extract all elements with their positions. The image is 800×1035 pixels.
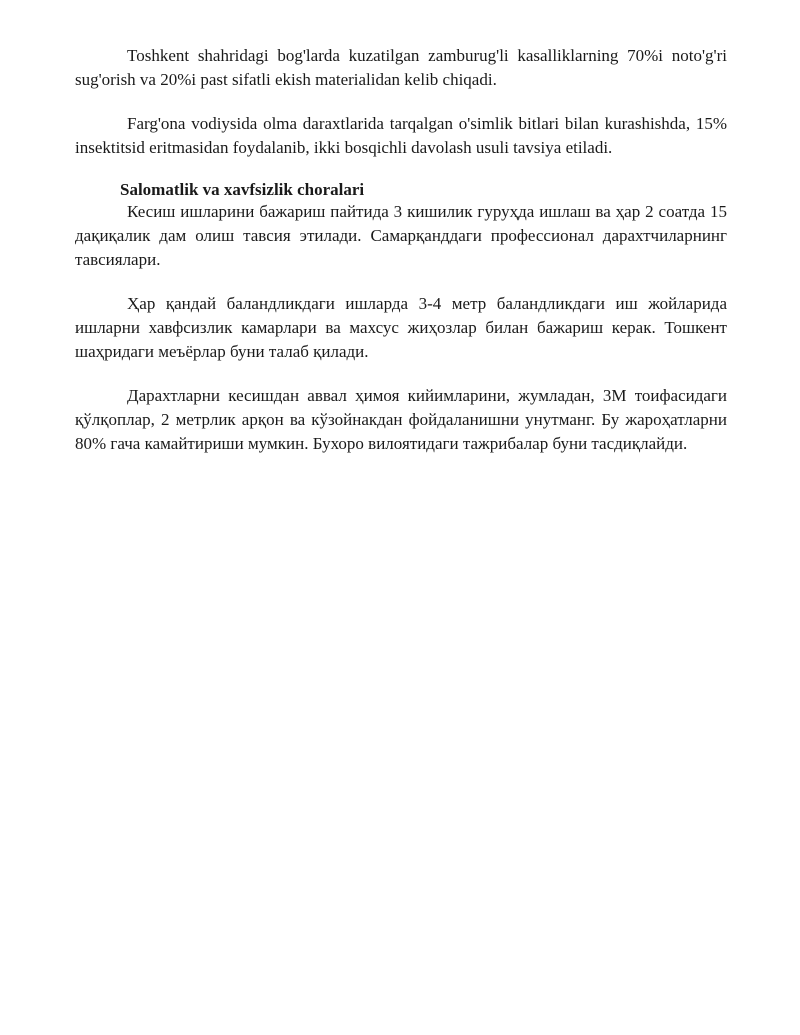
- paragraph-pruning-groups: Кесиш ишларини бажариш пайтида 3 кишилик гуруҳда ишлаш ва ҳар 2 соатда 15 дақиқалик дам олиш тавсия этилади. Самарқанддаги профессионал дарахтчиларнинг тавсиялари.: [75, 202, 727, 269]
- paragraph-protective-gear: Дарахтларни кесишдан аввал ҳимоя кийимларини, жумладан, 3M тоифасидаги қўлқоплар, 2 метрлик арқон ва кўзойнакдан фойдаланишни унутманг. Бу жароҳатларни 80% гача камайтириши мумкин. Бухоро вилоятидаги тажрибалар буни тасдиқлайди.: [75, 386, 727, 453]
- paragraph-height-safety: Ҳар қандай баландликдаги ишларда 3-4 метр баландликдаги иш жойларида ишларни хавфсизлик камарлари ва махсус жиҳозлар билан бажариш керак. Тошкент шаҳридаги меъёрлар буни талаб қилади.: [75, 294, 727, 361]
- document-page: [75, 44, 727, 476]
- paragraph-aphid-control: Farg'ona vodiysida olma daraxtlarida tarqalgan o'simlik bitlari bilan kurashishda, 15% insektitsid eritmasidan foydalanib, ikki bosqichli davolash usuli tavsiya etiladi.: [75, 114, 727, 157]
- paragraph-fungal-diseases: Toshkent shahridagi bog'larda kuzatilgan zamburug'li kasalliklarning 70%i noto'g'ri sug'orish va 20%i past sifatli ekish materialidan kelib chiqadi.: [75, 46, 727, 89]
- section-heading-health-safety: Salomatlik va xavfsizlik choralari: [120, 180, 365, 199]
